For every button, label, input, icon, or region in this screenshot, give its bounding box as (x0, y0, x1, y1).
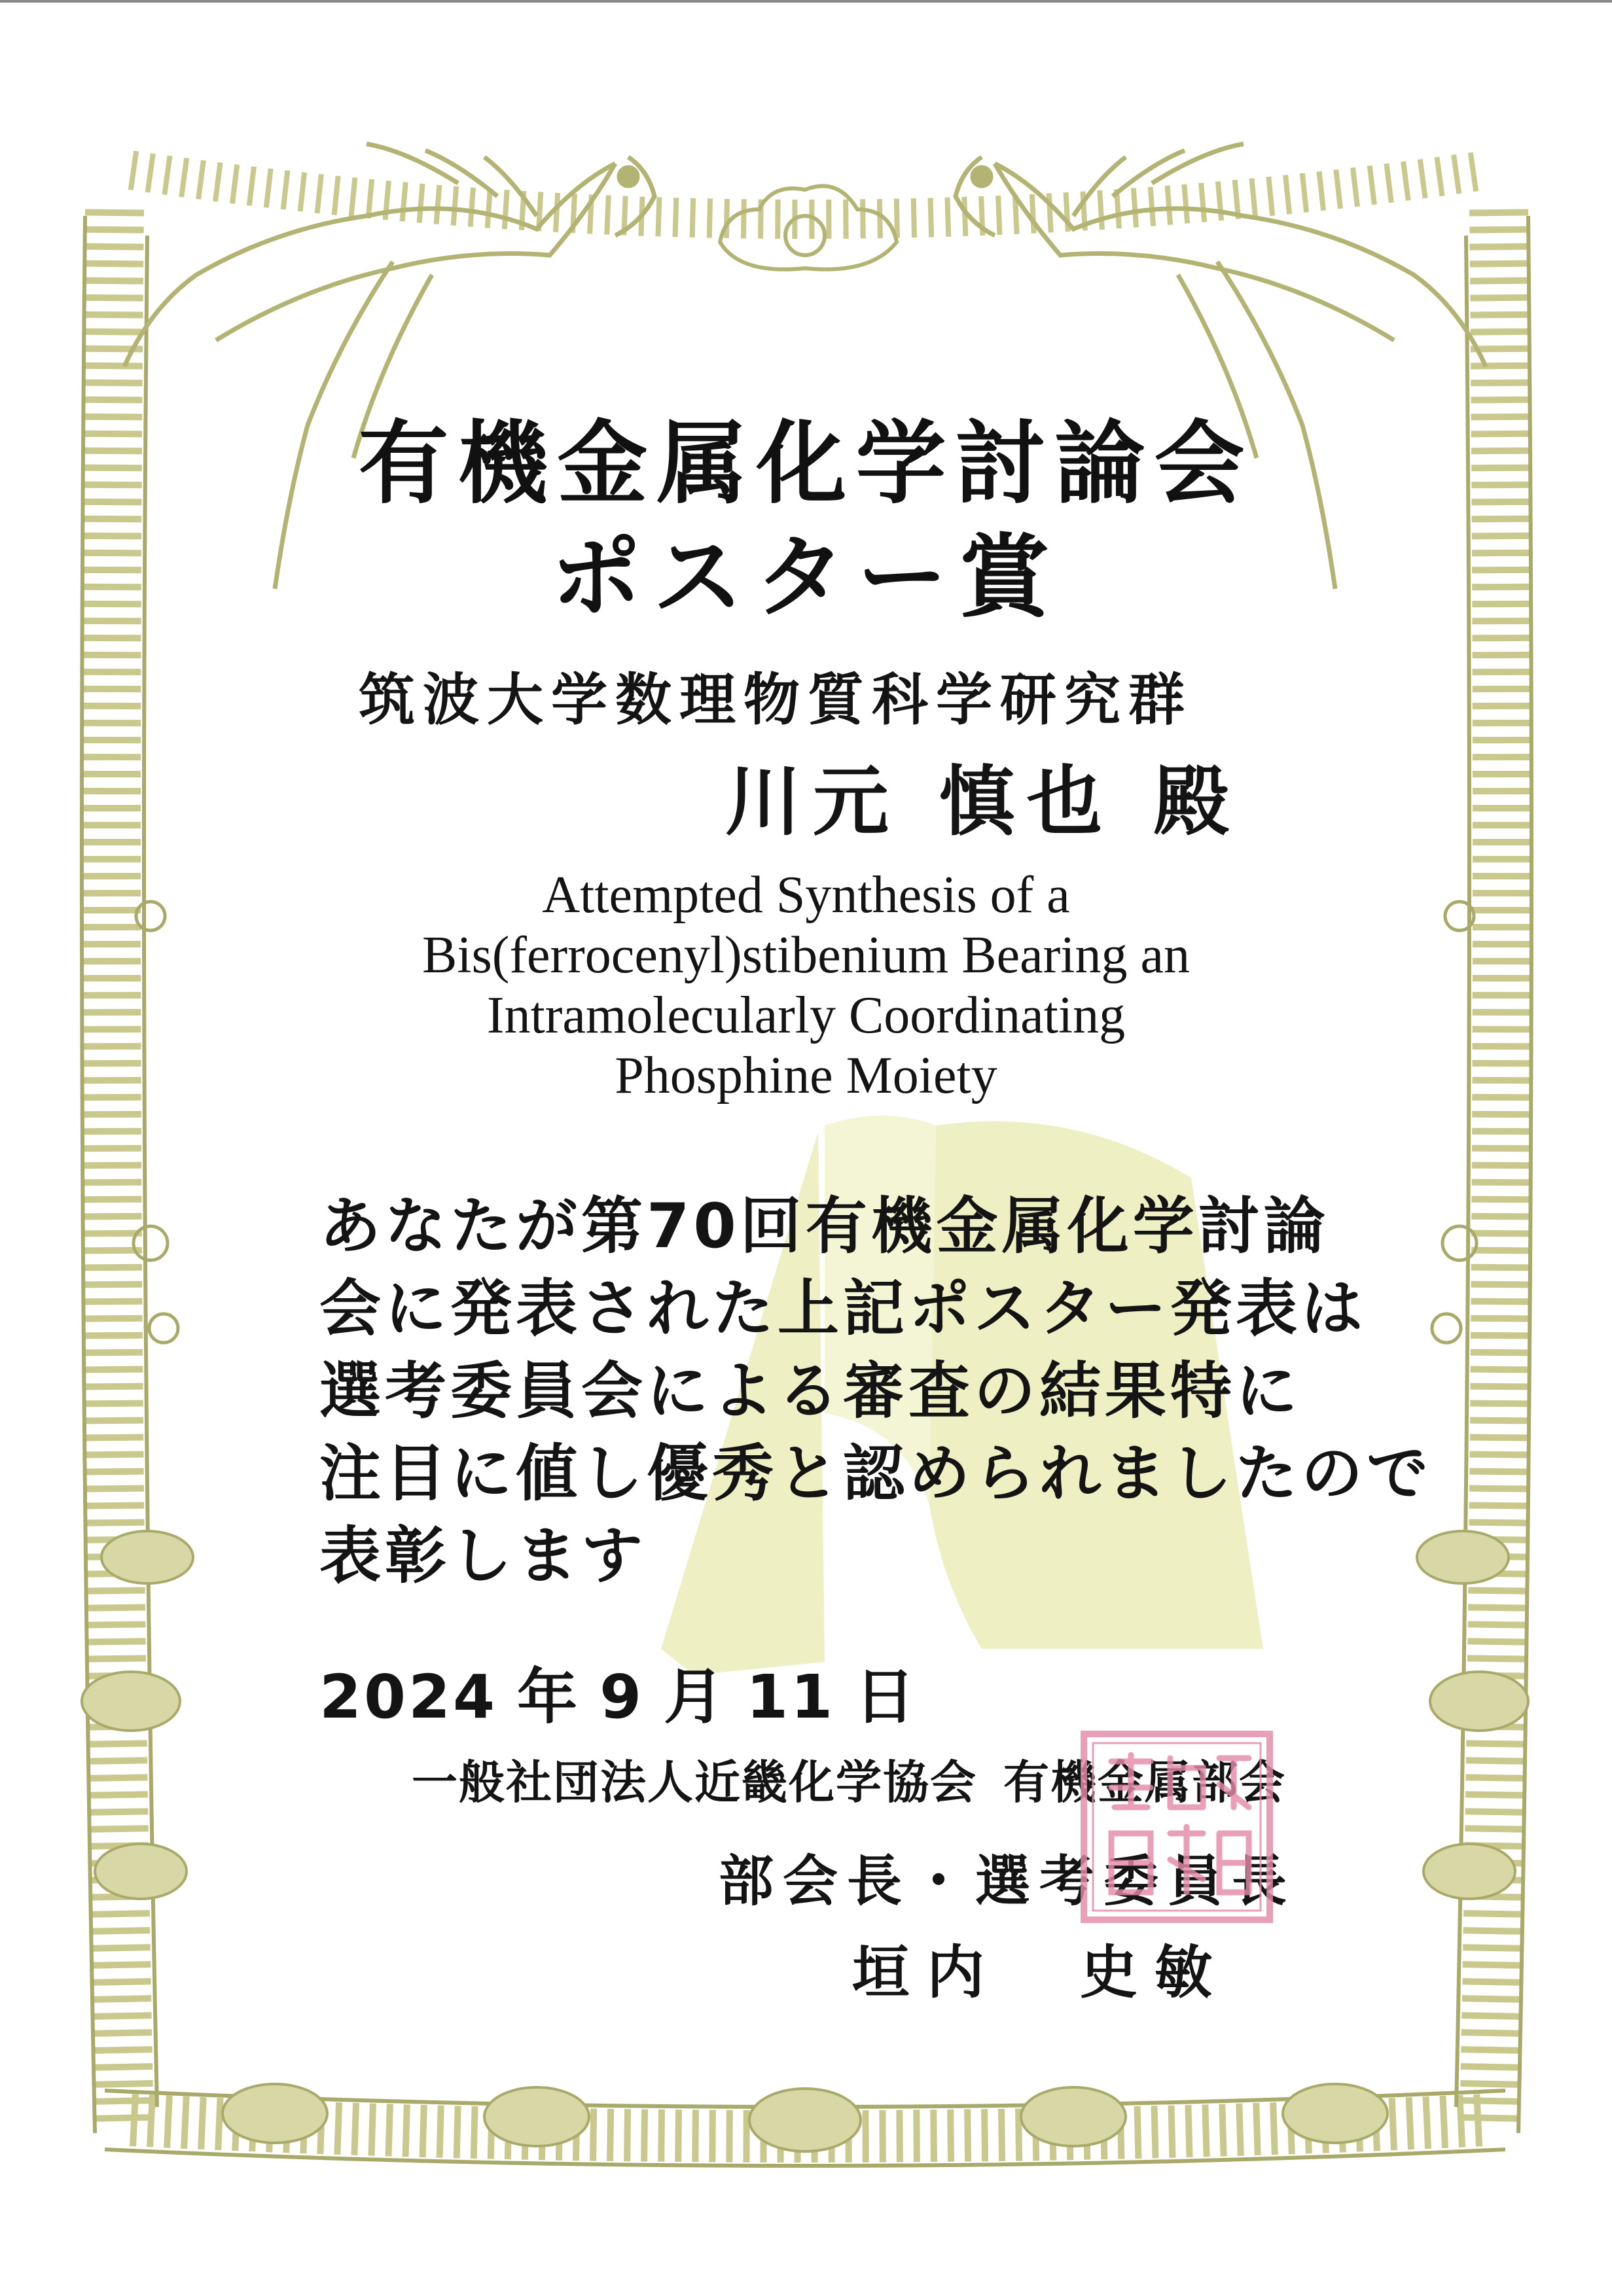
recipient-line (725, 741, 1241, 850)
date-year-unit: 年 (517, 1662, 581, 1732)
poster-title-line: Attempted Synthesis of a (542, 866, 1070, 924)
date-month: 9 (600, 1662, 645, 1732)
citation-line: 表彰します (319, 1521, 647, 1592)
division-name: 有機金属部会 (1003, 1756, 1286, 1809)
citation-text (319, 1186, 1432, 1598)
award-subtitle: ポスター賞 (550, 525, 1062, 630)
date-day-unit: 日 (855, 1662, 918, 1732)
signer-family-name: 垣内 (852, 1939, 1002, 2006)
poster-title (196, 865, 1416, 1106)
recipient-name: 川元 慎也 (725, 758, 1115, 846)
poster-title-line: Phosphine Moiety (615, 1047, 997, 1104)
citation-line: 会に発表された上記ポスター発表は (319, 1273, 1367, 1345)
organization-name: 一般社団法人近畿化学協会 (412, 1756, 977, 1809)
date-year: 2024 (319, 1662, 498, 1732)
citation-line: あなたが第70回有機金属化学討論 (319, 1191, 1329, 1262)
poster-title-line: Intramolecularly Coordinating (486, 987, 1126, 1044)
date-month-unit: 月 (664, 1662, 727, 1732)
recipient-affiliation: 筑波大学数理物質科学研究群 (359, 667, 1192, 733)
date-day: 11 (746, 1662, 836, 1732)
award-title: 有機金属化学討論会 (358, 411, 1254, 516)
honorific: 殿 (1153, 758, 1242, 846)
citation-line: 注目に値し優秀と認められましたので (319, 1438, 1433, 1510)
signer-name (852, 1927, 1229, 2009)
poster-title-line: Bis(ferrocenyl)stibenium Bearing an (422, 927, 1190, 984)
signer-given-name: 史敏 (1080, 1939, 1230, 2006)
citation-line: 選考委員会による審査の結果特に (319, 1356, 1302, 1427)
award-date (319, 1649, 937, 1735)
signer-position: 部会長・選考委員長 (719, 1849, 1297, 1913)
official-seal-stamp (1079, 1729, 1275, 1925)
